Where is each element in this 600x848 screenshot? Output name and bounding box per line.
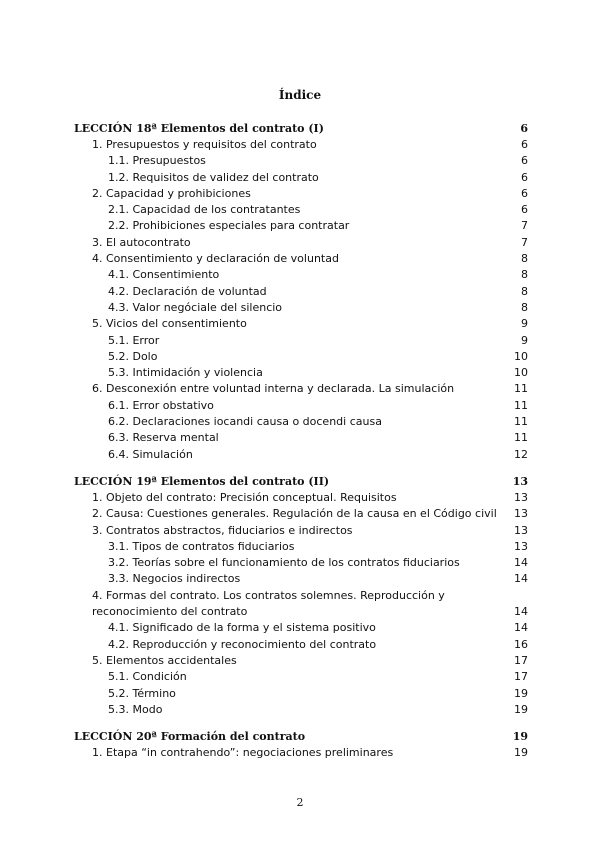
- toc-page-number: 13: [514, 523, 528, 537]
- toc-subentry[interactable]: [74, 218, 528, 234]
- toc-entry-text: 6.1. Error obstativo: [108, 398, 214, 412]
- toc-page-number: 19: [514, 702, 528, 716]
- toc-page-number: 13: [514, 490, 528, 504]
- toc-entry-text: 4. Consentimiento y declaración de voluntad: [92, 252, 339, 266]
- toc-page-number: 14: [514, 572, 528, 586]
- toc-entry-text: 4.1. Consentimiento: [108, 268, 220, 282]
- toc-page-number: 16: [514, 637, 528, 651]
- toc-lesson-heading[interactable]: [74, 728, 528, 745]
- toc-lesson-heading[interactable]: [74, 120, 528, 137]
- toc-subentry[interactable]: [74, 398, 528, 414]
- toc-subentry[interactable]: [74, 349, 528, 365]
- toc-entry-text: 4.3. Valor negóciale del silencio: [108, 300, 283, 314]
- toc-entry-text: 6.2. Declaraciones iocandi causa o docendi causa: [108, 415, 382, 429]
- toc-page-number: 8: [521, 300, 528, 314]
- toc-subentry[interactable]: [74, 555, 528, 571]
- toc-entry-text: LECCIÓN 19ª Elementos del contrato (II): [74, 474, 330, 488]
- toc-subentry[interactable]: [74, 202, 528, 218]
- toc-entry[interactable]: [74, 653, 528, 669]
- toc-page-number: 13: [514, 539, 528, 553]
- toc-lesson-heading[interactable]: [74, 473, 528, 490]
- toc-page-number: 6: [521, 170, 528, 184]
- toc-subentry[interactable]: [74, 414, 528, 430]
- toc-subentry[interactable]: [74, 702, 528, 718]
- toc-page-number: 11: [514, 382, 528, 396]
- toc-entry-text: 5.2. Dolo: [108, 349, 158, 363]
- table-of-contents: [74, 120, 528, 771]
- toc-subentry[interactable]: [74, 669, 528, 685]
- toc-page-number: 6: [521, 203, 528, 217]
- toc-page-number: 8: [521, 284, 528, 298]
- toc-page-number: 9: [521, 317, 528, 331]
- toc-entry-text: 6. Desconexión entre voluntad interna y declarada. La simulación: [92, 382, 455, 396]
- toc-page-number: 6: [521, 186, 528, 200]
- toc-entry[interactable]: [74, 523, 528, 539]
- toc-page-number: 17: [514, 670, 528, 684]
- toc-page-number: 7: [521, 235, 528, 249]
- toc-subentry[interactable]: [74, 447, 528, 463]
- toc-entry-text: 5.1. Error: [108, 333, 160, 347]
- toc-page-number: 19: [514, 746, 528, 760]
- index-title: Índice: [278, 88, 322, 102]
- toc-entry[interactable]: [74, 316, 528, 332]
- toc-entry[interactable]: [74, 506, 528, 522]
- toc-section-leccion-18: [74, 120, 528, 463]
- toc-page-number: 14: [514, 621, 528, 635]
- toc-entry-text: 2. Causa: Cuestiones generales. Regulación de la causa en el Código civil: [92, 507, 497, 521]
- toc-page-number: 13: [514, 507, 528, 521]
- toc-entry[interactable]: [74, 235, 528, 251]
- toc-entry-text: 4.1. Significado de la forma y el sistema positivo: [108, 621, 376, 635]
- toc-section-leccion-19: [74, 473, 528, 718]
- toc-entry-text: 1.1. Presupuestos: [108, 154, 206, 168]
- page-number: 2: [296, 796, 304, 809]
- toc-entry[interactable]: [74, 588, 528, 621]
- toc-entry-text: 5.3. Modo: [108, 702, 163, 716]
- toc-subentry[interactable]: [74, 686, 528, 702]
- toc-subentry[interactable]: [74, 300, 528, 316]
- toc-entry-text: 4.2. Declaración de voluntad: [108, 284, 267, 298]
- toc-entry-text: 5.3. Intimidación y violencia: [108, 366, 263, 380]
- toc-entry-text: 1. Etapa “in contrahendo”: negociaciones preliminares: [92, 746, 394, 760]
- toc-entry-text: 3.2. Teorías sobre el funcionamiento de los contratos fiduciarios: [108, 556, 460, 570]
- toc-page-number: 7: [521, 219, 528, 233]
- toc-subentry[interactable]: [74, 620, 528, 636]
- toc-entry[interactable]: [74, 186, 528, 202]
- toc-entry[interactable]: [74, 137, 528, 153]
- toc-entry-text: 4. Formas del contrato. Los contratos solemnes. Reproducción y reconocimiento del contrato: [92, 588, 445, 619]
- toc-subentry[interactable]: [74, 267, 528, 283]
- toc-page-number: 6: [521, 138, 528, 151]
- toc-page-number: 11: [514, 431, 528, 445]
- toc-entry-text: 6.4. Simulación: [108, 447, 193, 461]
- toc-entry-text: 5. Vicios del consentimiento: [92, 317, 247, 331]
- toc-page-number: 11: [514, 415, 528, 429]
- toc-page-number: 19: [514, 686, 528, 700]
- toc-page-number: 6: [520, 122, 528, 135]
- toc-entry-text: 3.3. Negocios indirectos: [108, 572, 241, 586]
- toc-entry-text: 1. Objeto del contrato: Precisión conceptual. Requisitos: [92, 490, 397, 504]
- toc-entry-text: 2.1. Capacidad de los contratantes: [108, 203, 301, 217]
- toc-subentry[interactable]: [74, 365, 528, 381]
- toc-page-number: 12: [514, 447, 528, 461]
- toc-entry-text: LECCIÓN 20ª Formación del contrato: [74, 730, 306, 744]
- toc-page-number: 8: [521, 268, 528, 282]
- toc-page-number: 10: [514, 349, 528, 363]
- toc-subentry[interactable]: [74, 637, 528, 653]
- toc-page-number: 11: [514, 398, 528, 412]
- toc-subentry[interactable]: [74, 571, 528, 587]
- toc-page-number: 9: [521, 333, 528, 347]
- toc-entry-text: 4.2. Reproducción y reconocimiento del contrato: [108, 637, 377, 651]
- toc-section-leccion-20: [74, 728, 528, 761]
- toc-entry-text: 1. Presupuestos y requisitos del contrato: [92, 138, 317, 151]
- toc-entry[interactable]: [74, 490, 528, 506]
- toc-entry-text: 6.3. Reserva mental: [108, 431, 219, 445]
- toc-entry-text: 2. Capacidad y prohibiciones: [92, 186, 251, 200]
- toc-page-number: 14: [514, 605, 528, 619]
- toc-page-number: 6: [521, 154, 528, 168]
- toc-entry-text: 1.2. Requisitos de validez del contrato: [108, 170, 319, 184]
- toc-subentry[interactable]: [74, 284, 528, 300]
- toc-entry[interactable]: [74, 745, 528, 761]
- toc-page-number: 19: [512, 730, 528, 744]
- toc-entry-text: 5.1. Condición: [108, 670, 187, 684]
- toc-entry-text: 2.2. Prohibiciones especiales para contratar: [108, 219, 350, 233]
- toc-entry[interactable]: [74, 381, 528, 397]
- toc-entry-text: 5. Elementos accidentales: [92, 653, 237, 667]
- toc-subentry[interactable]: [74, 539, 528, 555]
- toc-page-number: 8: [521, 252, 528, 266]
- toc-subentry[interactable]: [74, 170, 528, 186]
- toc-entry-text: 3.1. Tipos de contratos fiduciarios: [108, 539, 295, 553]
- toc-entry-text: 5.2. Término: [108, 686, 176, 700]
- toc-entry[interactable]: [74, 251, 528, 267]
- toc-page-number: 17: [514, 653, 528, 667]
- toc-entry-text: LECCIÓN 18ª Elementos del contrato (I): [74, 122, 324, 135]
- toc-page-number: 13: [512, 474, 528, 488]
- toc-entry-text: 3. El autocontrato: [92, 235, 191, 249]
- toc-page-number: 10: [514, 366, 528, 380]
- toc-entry-text: 3. Contratos abstractos, fiduciarios e indirectos: [92, 523, 353, 537]
- toc-page-number: 14: [514, 556, 528, 570]
- toc-subentry[interactable]: [74, 333, 528, 349]
- toc-subentry[interactable]: [74, 153, 528, 169]
- toc-subentry[interactable]: [74, 430, 528, 446]
